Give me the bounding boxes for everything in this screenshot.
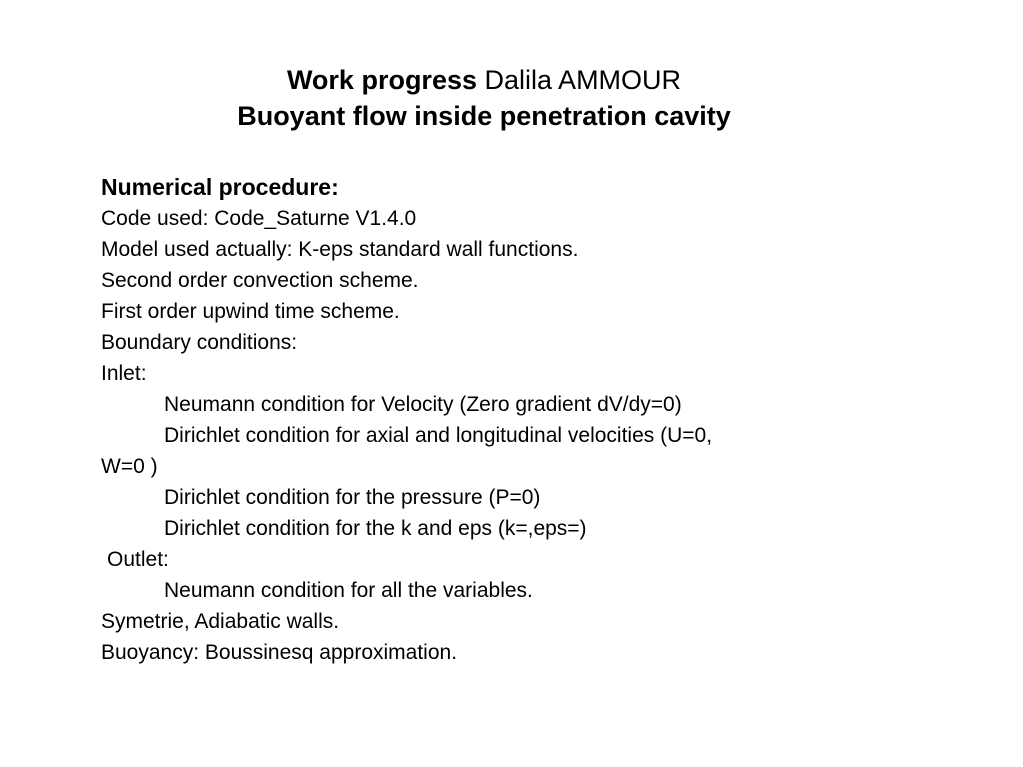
text-line: First order upwind time scheme. <box>101 300 400 323</box>
title-author: Dalila AMMOUR <box>484 65 682 95</box>
section-heading: Numerical procedure: <box>101 174 339 200</box>
text-line-indented: Dirichlet condition for axial and longitudinal velocities (U=0, <box>164 424 713 447</box>
text-line: Inlet: <box>101 362 147 385</box>
content-body <box>101 171 861 668</box>
text-line-indented: Neumann condition for Velocity (Zero gradient dV/dy=0) <box>164 393 682 416</box>
text-line: Buoyancy: Boussinesq approximation. <box>101 641 458 664</box>
text-line: Model used actually: K-eps standard wall functions. <box>101 238 579 261</box>
title-block <box>0 62 968 134</box>
subtitle: Buoyant flow inside penetration cavity <box>237 101 731 131</box>
text-line: Second order convection scheme. <box>101 269 419 292</box>
text-line-indented: Dirichlet condition for the k and eps (k=,eps=) <box>164 517 587 540</box>
text-line-indented: Neumann condition for all the variables. <box>164 579 533 602</box>
text-line: W=0 ) <box>101 455 158 478</box>
text-line: Symetrie, Adiabatic walls. <box>101 610 340 633</box>
text-line-indented: Dirichlet condition for the pressure (P=0) <box>164 486 541 509</box>
title-line <box>0 62 968 98</box>
text-line: Outlet: <box>107 548 169 571</box>
text-line: Code used: Code_Saturne V1.4.0 <box>101 207 417 230</box>
text-line: Boundary conditions: <box>101 331 298 354</box>
title-bold-part: Work progress <box>286 65 477 95</box>
